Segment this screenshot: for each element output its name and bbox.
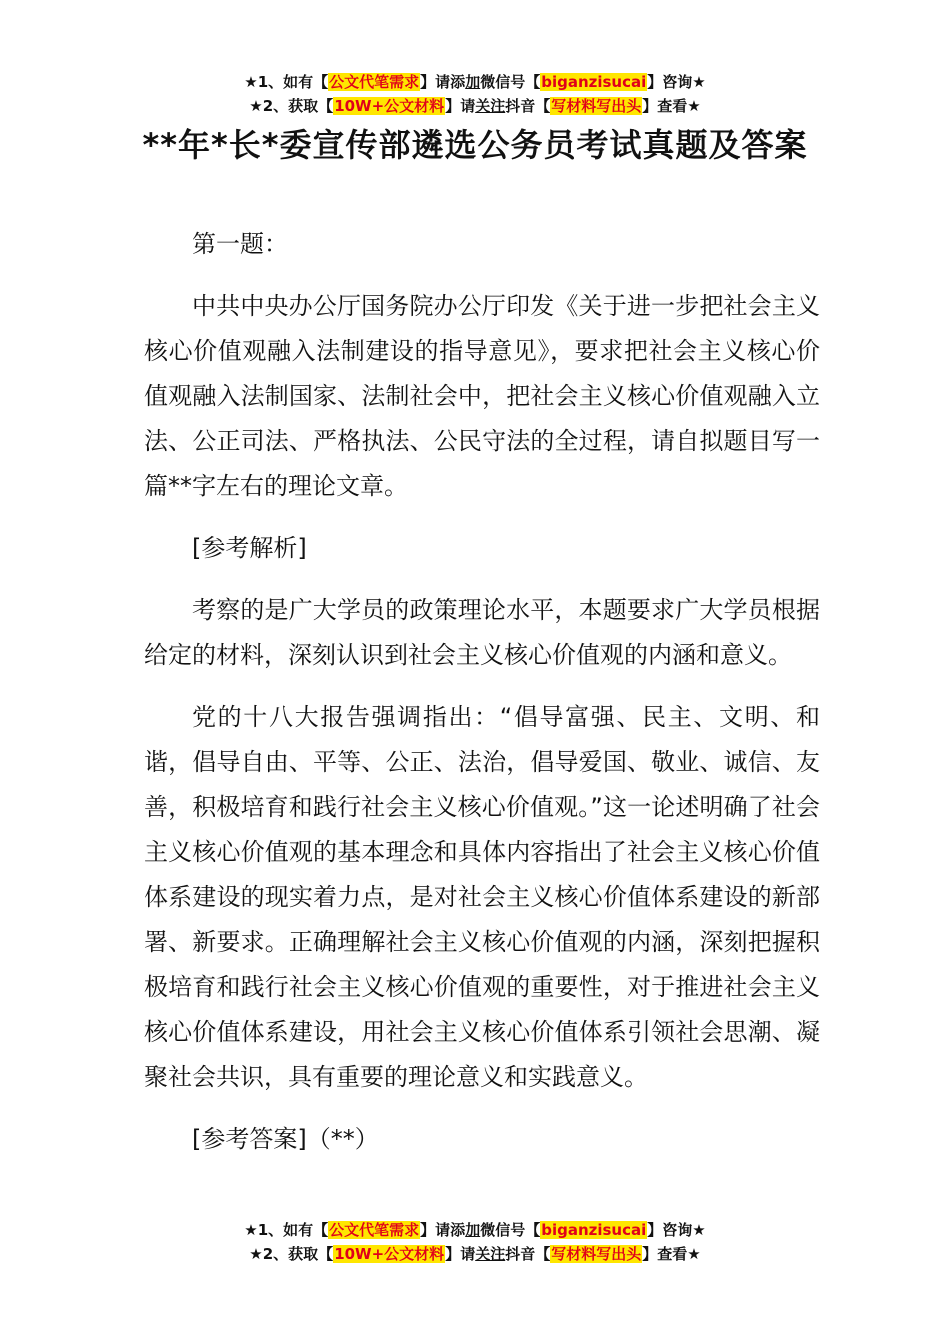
analysis-heading: [参考解析] bbox=[192, 534, 307, 562]
promo-line-2: ★2、获取【10W+公文材料】请关注抖音【写材料写出头】查看★ bbox=[249, 97, 701, 115]
promo-banner-top bbox=[0, 70, 950, 118]
question-heading: 第一题： bbox=[192, 230, 288, 258]
analysis-paragraph: 党的十八大报告强调指出：“倡导富强、民主、文明、和谐，倡导自由、平等、公正、法治，倡导爱国、敬业、诚信、友善，积极培育和践行社会主义核心价值观。”这一论述明确了社会主义核心价值观的基本理念和具体内容指出了社会主义核心价值体系建设的现实着力点，是对社会主义核心价值体系建设的新部署、新要求。正确理解社会主义核心价值观的内涵，深刻把握积极培育和践行社会主义核心价值观的重要性，对于推进社会主义核心价值体系建设，用社会主义核心价值体系引领社会思潮、凝聚社会共识，具有重要的理论意义和实践意义。 bbox=[144, 703, 820, 1091]
promo-highlight: 公文代笔需求 bbox=[329, 1221, 420, 1239]
promo-highlight: 10W+公文材料 bbox=[334, 97, 445, 115]
promo-highlight: biganzisucai bbox=[541, 73, 647, 91]
document-body bbox=[144, 222, 820, 1179]
promo-line-2: ★2、获取【10W+公文材料】请关注抖音【写材料写出头】查看★ bbox=[249, 1245, 701, 1263]
document-title: **年*长*委宣传部遴选公务员考试真题及答案 bbox=[142, 126, 808, 164]
promo-highlight: 公文代笔需求 bbox=[329, 73, 420, 91]
analysis-paragraph: 考察的是广大学员的政策理论水平，本题要求广大学员根据给定的材料，深刻认识到社会主义核心价值观的内涵和意义。 bbox=[144, 596, 820, 669]
question-paragraph: 中共中央办公厅国务院办公厅印发《关于进一步把社会主义核心价值观融入法制建设的指导意见》，要求把社会主义核心价值观融入法制国家、法制社会中，把社会主义核心价值观融入立法、公正司法、严格执法、公民守法的全过程，请自拟题目写一篇**字左右的理论文章。 bbox=[144, 292, 820, 500]
promo-highlight: 写材料写出头 bbox=[551, 97, 642, 115]
promo-highlight: biganzisucai bbox=[541, 1221, 647, 1239]
promo-line-1: ★1、如有【公文代笔需求】请添加微信号【biganzisucai】咨询★ bbox=[244, 73, 706, 91]
promo-banner-bottom bbox=[0, 1218, 950, 1266]
promo-highlight: 10W+公文材料 bbox=[334, 1245, 445, 1263]
promo-line-1: ★1、如有【公文代笔需求】请添加微信号【biganzisucai】咨询★ bbox=[244, 1221, 706, 1239]
promo-highlight: 写材料写出头 bbox=[551, 1245, 642, 1263]
answer-heading: [参考答案]（**） bbox=[192, 1125, 379, 1153]
